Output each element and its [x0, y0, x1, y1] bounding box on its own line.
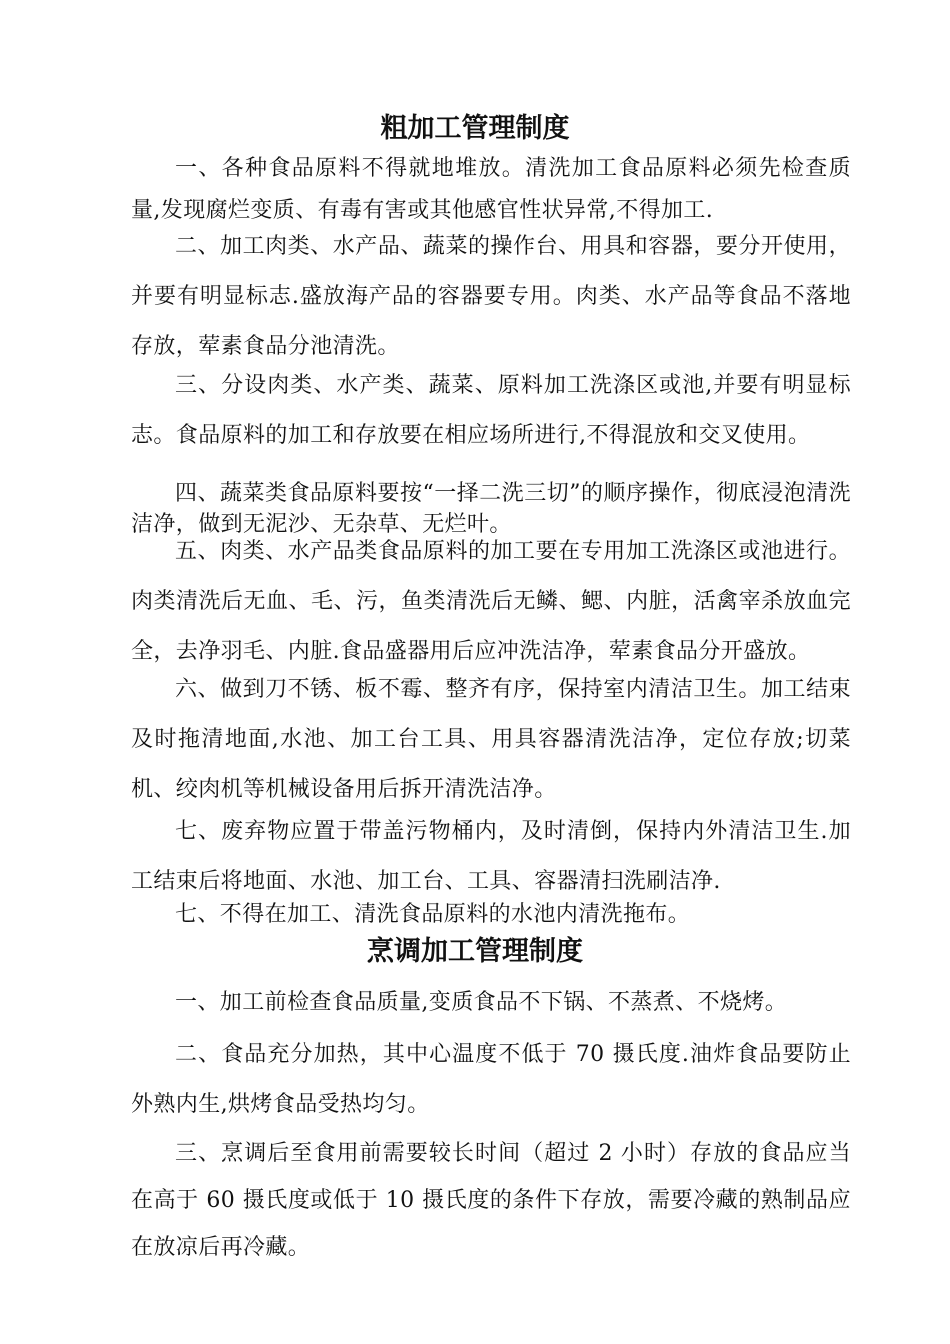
- section-title-rough-processing: 粗加工管理制度: [380, 113, 570, 144]
- paragraph-8: 七、不得在加工、清洗食品原料的水池内清洗拖布。: [175, 902, 691, 927]
- paragraph-2: 二、加工肉类、水产品、蔬菜的操作台、用具和容器，要分开使用，并要有明显标志.盛放海产品的容器要专用。肉类、水产品等食品不落地存放，荤素食品分池清洗。: [131, 234, 851, 359]
- paragraph-10: 二、食品充分加热，其中心温度不低于 70 摄氏度.油炸食品要防止外熟内生,烘烤食品受热均匀。: [131, 1042, 851, 1117]
- section-title-cooking: 烹调加工管理制度: [367, 936, 583, 967]
- paragraph-9: 一、加工前检查食品质量,变质食品不下锅、不蒸煮、不烧烤。: [175, 990, 788, 1015]
- paragraph-6: 六、做到刀不锈、板不霉、整齐有序，保持室内清洁卫生。加工结束及时拖清地面,水池、加工台工具、用具容器清洗洁净，定位存放;切菜机、绞肉机等机械设备用后拆开清洗洁净。: [131, 677, 851, 802]
- paragraph-5: 五、肉类、水产品类食品原料的加工要在专用加工洗涤区或池进行。肉类清洗后无血、毛、污，鱼类清洗后无鳞、鳃、内脏，活禽宰杀放血完全，去净羽毛、内脏.食品盛器用后应冲洗洁净，荤素食品分开盛放。: [131, 539, 851, 664]
- paragraph-4: 四、蔬菜类食品原料要按“一择二洗三切”的顺序操作，彻底浸泡清洗洁净，做到无泥沙、无杂草、无烂叶。: [131, 481, 851, 537]
- paragraph-7: 七、废弃物应置于带盖污物桶内，及时清倒，保持内外清洁卫生.加工结束后将地面、水池、加工台、工具、容器清扫洗刷洁净.: [131, 819, 851, 894]
- paragraph-3: 三、分设肉类、水产类、蔬菜、原料加工洗涤区或池,并要有明显标志。食品原料的加工和存放要在相应场所进行,不得混放和交叉使用。: [131, 373, 851, 448]
- paragraph-1: 一、各种食品原料不得就地堆放。清洗加工食品原料必须先检查质量,发现腐烂变质、有毒有害或其他感官性状异常,不得加工.: [131, 156, 851, 223]
- paragraph-11: 三、烹调后至食用前需要较长时间（超过 2 小时）存放的食品应当在高于 60 摄氏度或低于 10 摄氏度的条件下存放，需要冷藏的熟制品应在放凉后再冷藏。: [131, 1141, 851, 1260]
